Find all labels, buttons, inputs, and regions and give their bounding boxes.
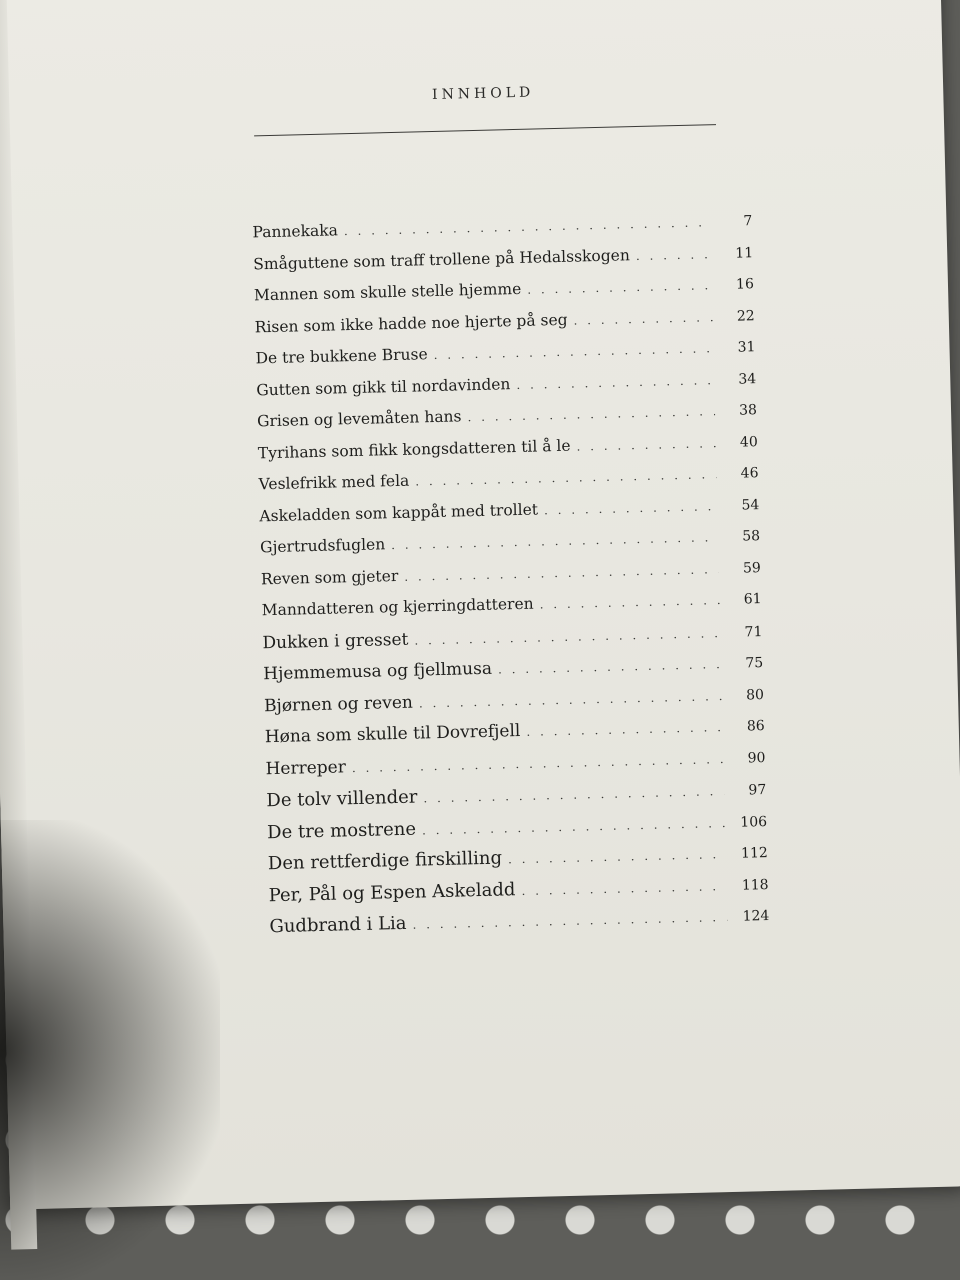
dot-leader: [539, 593, 719, 611]
dot-leader: [521, 879, 726, 898]
toc-entry-title: Dukken i gresset: [262, 629, 409, 653]
toc-entry-title: Herreper: [265, 756, 347, 779]
toc-entry-page: 97: [748, 782, 767, 799]
table-of-contents: [252, 211, 770, 947]
toc-entry-page: 112: [740, 845, 769, 862]
toc-entry-title: Bjørnen og reven: [263, 692, 414, 716]
toc-entry-page: 54: [741, 496, 760, 514]
toc-entry-title: Askeladden som kappåt med trollet: [259, 500, 539, 525]
toc-entry-page: 22: [736, 307, 755, 325]
toc-entry-page: 124: [742, 907, 770, 925]
toc-heading-text: INNHOLD: [431, 84, 535, 103]
toc-entry-title: Gutten som gikk til nordavinden: [256, 374, 511, 399]
dot-leader: [419, 689, 722, 710]
toc-entry-title: Hjemmemusa og fjellmusa: [263, 658, 493, 685]
dot-leader: [412, 910, 727, 932]
toc-entry-page: 61: [743, 591, 762, 608]
toc-entry-page: 40: [739, 433, 758, 451]
dot-leader: [423, 784, 724, 805]
toc-entry-title: Pannekaka: [252, 221, 339, 242]
toc-entry-title: De tolv villender: [266, 786, 418, 812]
toc-entry-title: Reven som gjeter: [260, 566, 399, 588]
toc-entry-page: 75: [745, 655, 764, 672]
dot-leader: [508, 847, 726, 866]
toc-entry-page: 34: [738, 370, 757, 388]
dot-leader: [352, 752, 724, 775]
dot-leader: [433, 341, 713, 362]
toc-entry-page: 16: [735, 276, 755, 293]
dot-leader: [422, 816, 725, 837]
toc-entry-title: Gjertrudsfuglen: [259, 535, 386, 557]
dot-leader: [516, 373, 714, 392]
dot-leader: [527, 278, 712, 297]
toc-entry-title: Per, Pål og Espen Askeladd: [268, 878, 516, 906]
dot-leader: [498, 657, 722, 676]
dot-leader: [415, 467, 717, 488]
toc-entry-page: 11: [735, 244, 754, 262]
toc-entry-title: De tre bukkene Bruse: [255, 345, 428, 368]
toc-entry-title: De tre mostrene: [266, 818, 417, 843]
toc-entry-page: 118: [741, 876, 769, 894]
toc-entry-title: Den rettferdige firskilling: [267, 847, 503, 875]
toc-entry-title: Manndatteren og kjerringdatteren: [261, 594, 534, 620]
toc-entry-title: Grisen og levemåten hans: [256, 407, 462, 431]
heading-rule: [254, 124, 716, 136]
toc-heading: [0, 75, 943, 114]
toc-entry-page: 71: [744, 623, 763, 641]
toc-entry-page: 58: [742, 528, 761, 545]
toc-entry-title: Tyrihans som fikk kongsdatteren til å le: [257, 436, 571, 462]
toc-entry-page: 86: [746, 718, 765, 735]
toc-entry-title: Mannen som skulle stelle hjemme: [253, 279, 522, 305]
dot-leader: [526, 720, 723, 739]
toc-entry-page: 7: [743, 213, 753, 230]
dot-leader: [576, 436, 716, 453]
toc-entry-page: 46: [740, 465, 759, 482]
toc-entry-title: Småguttene som traff trollene på Hedalsskogen: [253, 245, 631, 273]
dot-leader: [414, 626, 720, 647]
dot-leader: [636, 247, 712, 263]
toc-entry-page: 90: [747, 749, 766, 766]
toc-entry-page: 80: [745, 686, 765, 703]
toc-entry-title: Gudbrand i Lia: [269, 912, 407, 938]
dot-leader: [573, 310, 712, 327]
toc-entry-title: Høna som skulle til Dovrefjell: [264, 721, 521, 748]
toc-entry-title: Risen som ikke hadde noe hjerte på seg: [254, 310, 568, 336]
dot-leader: [344, 215, 711, 238]
toc-entry-page: 106: [740, 813, 768, 831]
toc-entry-title: Veslefrikk med fela: [258, 471, 410, 494]
dot-leader: [391, 530, 718, 552]
toc-entry-page: 31: [737, 339, 756, 356]
toc-entry-page: 38: [738, 402, 758, 419]
toc-entry-page: 59: [742, 559, 762, 577]
dot-leader: [404, 562, 719, 584]
dot-leader: [544, 499, 718, 517]
dot-leader: [467, 404, 715, 424]
